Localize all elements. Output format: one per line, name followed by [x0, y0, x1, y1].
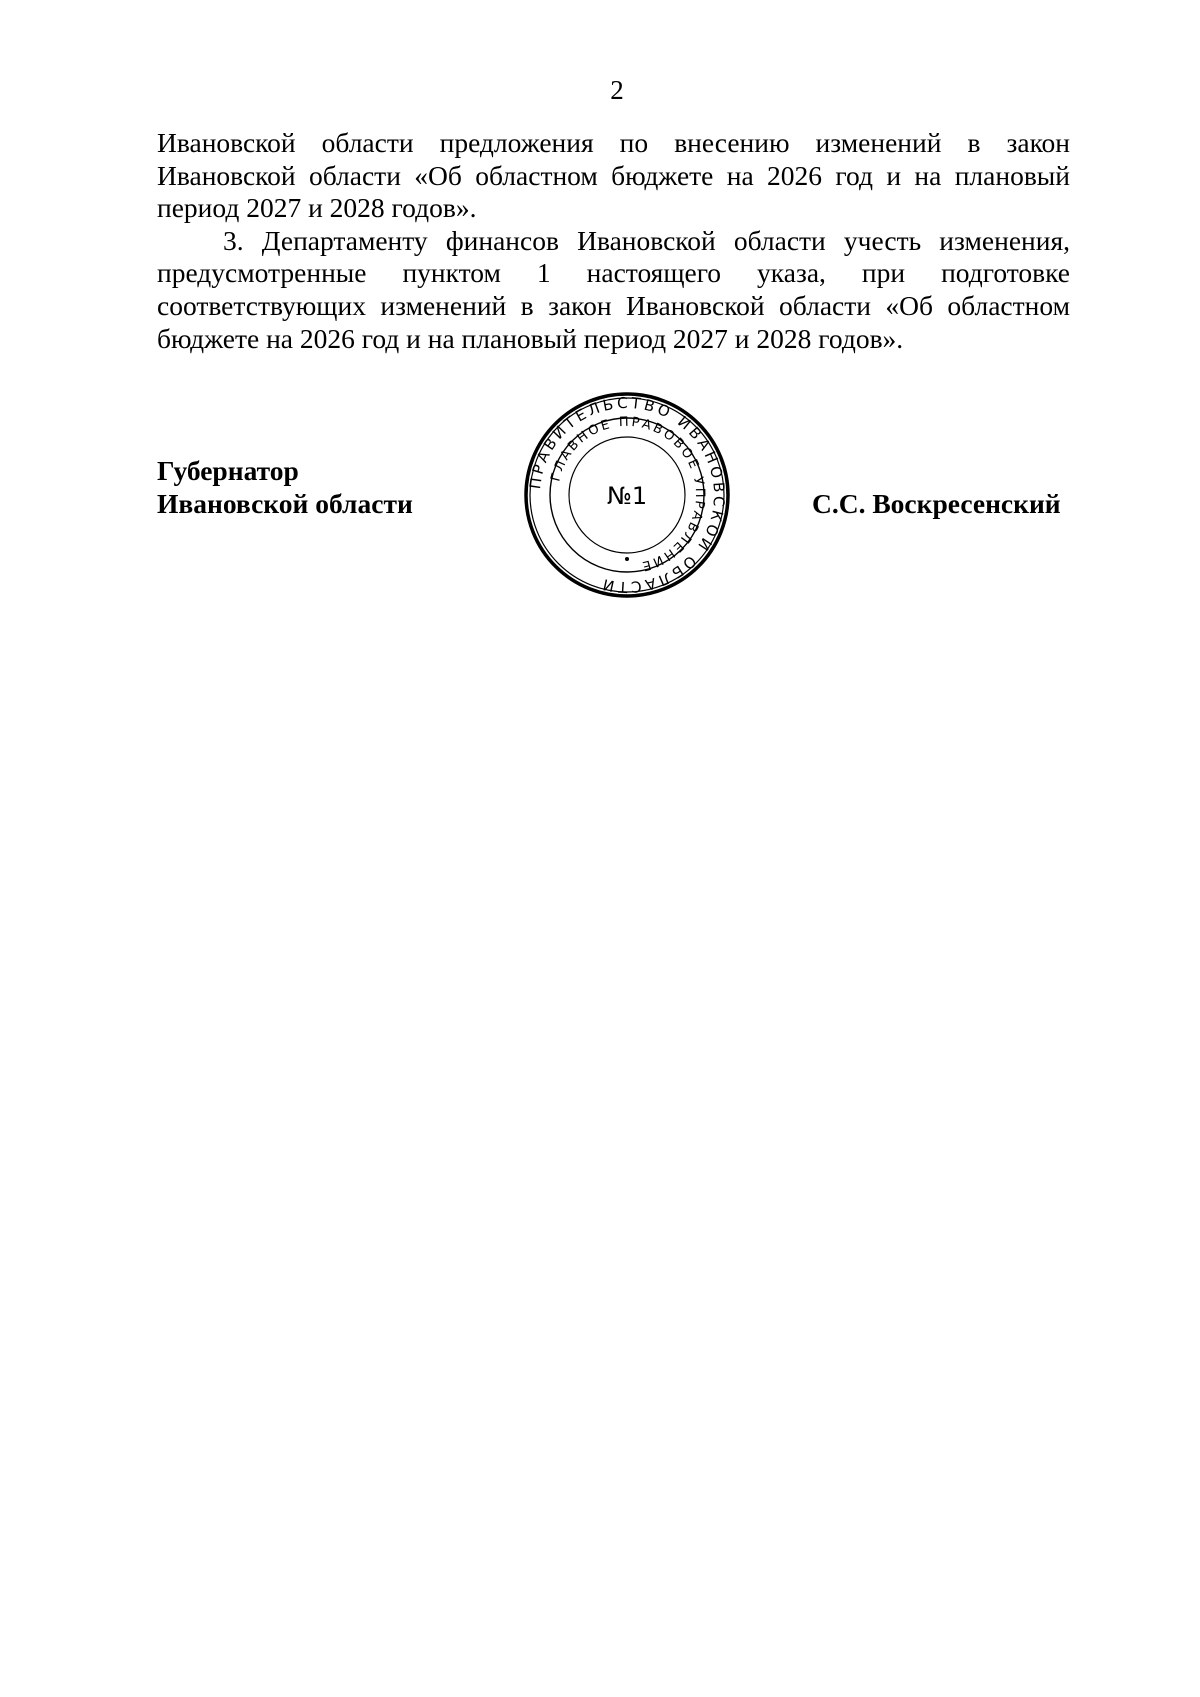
seal-center-number: №1 [606, 482, 648, 510]
page-number: 2 [610, 75, 624, 105]
seal-dot [625, 557, 629, 561]
official-seal [520, 389, 734, 601]
paragraph-item-3: 3. Департаменту финансов Ивановской области учесть изменения, предусмотренные пунктом 1 настоящего указа, при подготовке соответствующих изменений в закон Ивановской области «Об областном бюджете на 2026 год и на плановый период 2027 и 2028 годов». [157, 224, 1070, 354]
seal-inner-text: ГЛАВНОЕ ПРАВОВОЕ УПРАВЛЕНИЕ [548, 414, 708, 574]
signatory-position [157, 455, 413, 520]
seal-graphic [520, 389, 734, 601]
seal-outer-text: ПРАВИТЕЛЬСТВО ИВАНОВСКОЙ ОБЛАСТИ [526, 393, 729, 597]
signatory-region: Ивановской области [157, 487, 413, 519]
signatory-name: С.С. Воскресенский [812, 488, 1061, 519]
signatory-title: Губернатор [157, 455, 299, 486]
paragraph-continuation: Ивановской области предложения по внесению изменений в закон Ивановской области «Об областном бюджете на 2026 год и на плановый период 2027 и 2028 годов». [157, 127, 1070, 224]
document-body [157, 127, 1070, 355]
